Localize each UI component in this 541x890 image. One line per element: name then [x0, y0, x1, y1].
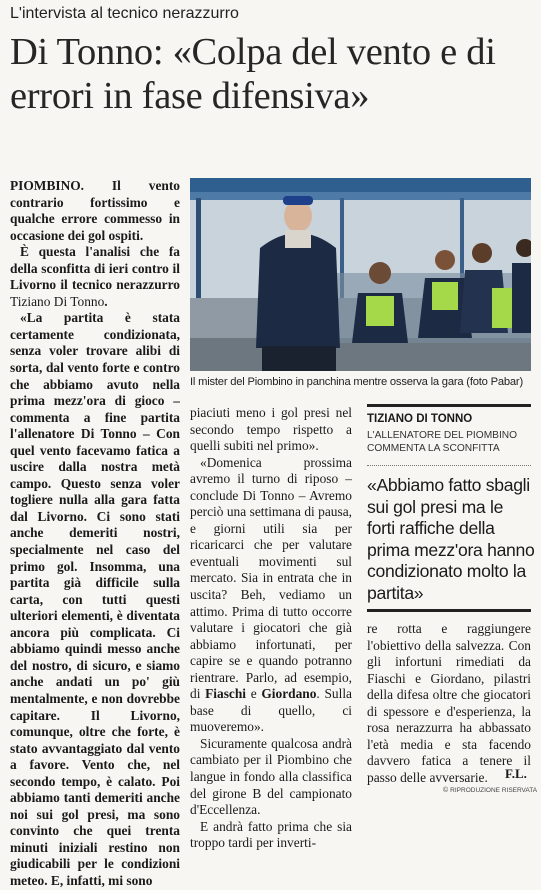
headline: Di Tonno: «Colpa del vento e di errori in fase difensiva» [10, 31, 496, 117]
body-column-1 [10, 178, 180, 890]
paragraph-text: E andrà fatto prima che sia troppo tardi per inverti- [190, 818, 352, 851]
author-signature: F.L. [505, 766, 527, 781]
paragraph-text: piaciuti meno i gol presi nel secondo tempo rispetto a quelli subiti nel primo». [190, 405, 352, 454]
photo-caption: Il mister del Piombino in panchina mentre osserva la gara (foto Pabar) [190, 376, 523, 388]
bold-text: Fiaschi [205, 686, 247, 702]
copyright-notice [443, 787, 537, 794]
bold-text: «La partita è stata certamente condizionata, senza voler trovare alibi di sorta, dal vento forte e contro che abbiamo avuto nella prima mezz'ora di gioco – commenta a fine partita l'allenatore Di Tonno – Con quel vento facevamo fatica a uscire dalla nostra metà campo. Questo senza voler togliere nulla alla gara fatta dal Livorno. Ci sono stati anche demeriti nostri, specialmente nel caso del primo gol. Insomma, una partita già difficile sulla carta, con tutti questi ulteriori elementi, è diventata ancora più complicata. Ci abbiamo quindi messo anche del nostro, di sicuro, e siamo anche andati un po' giù mentalmente, e non dovrebbe capitare. Il Livorno, comunque, oltre che forte, è stato avvantaggiato dal vento a favore. Vento che, nel secondo tempo, è calato. Poi abbiamo tanti demeriti anche noi sui gol presi, ma sono convinto che quei trenta minuti iniziali restino non giudicabili per le condizioni meteo. E, infatti, mi sono [10, 310, 180, 888]
pull-quote: «Abbiamo fatto sbagli sui gol presi ma le forti raffiche della prima mezz'ora hanno condizionato molto la partita» [367, 475, 535, 603]
paragraph [367, 621, 531, 786]
paragraph [190, 819, 352, 852]
article-photo [190, 178, 531, 371]
paragraph [190, 455, 352, 736]
paragraph-text: . Sulla base di quello, ci muoveremo». [190, 686, 352, 735]
quote-divider [367, 465, 531, 466]
kicker: L'intervista al tecnico nerazzurro [10, 5, 239, 22]
copyright-text: RIPRODUZIONE RISERVATA [450, 787, 538, 794]
bold-text: . [104, 293, 108, 309]
body-column-3 [367, 621, 531, 786]
quote-box-top-rule [367, 404, 531, 407]
body-column-2 [190, 405, 352, 852]
quote-speaker-name: TIZIANO DI TONNO [367, 413, 473, 425]
quote-box-bottom-rule [367, 609, 531, 612]
paragraph-text: «Domenica prossima avremo il turno di riposo – conclude Di Tonno – Avremo perciò una settimana di pausa, e giorni utili sia per ricaricarci che per valutare eventuali movimenti sul mercato. Sia in entrata che in uscita? Beh, vediamo un attimo. Prima di tutto occorre valutare i giocatori che già abbiamo infortunati, per capire se e quando potranno rientrare. Parlo, ad esempio, di [190, 454, 352, 702]
paragraph-text: Tiziano Di Tonno [10, 293, 105, 309]
paragraph [10, 244, 180, 310]
bold-text: PIOMBINO. [10, 178, 85, 193]
paragraph-text: re rotta e raggiungere l'obiettivo della salvezza. Con gli infortuni rimediati da Fiaschi e Giordano, pilastri della difesa oltre che giocatori di spessore e d'esperienza, la rosa nerazzurra ha abbassato l'età media e sta facendo davvero fatica a tenere il passo delle avversarie. [367, 621, 531, 785]
paragraph [10, 178, 180, 244]
paragraph-text: e [246, 686, 262, 702]
bold-text: È questa l'analisi che fa della sconfitta di ieri contro il Livorno il tecnico nerazzurro [10, 244, 180, 293]
bold-text: Il vento contrario fortissimo e qualche errore commesso in occasione dei gol ospiti. [10, 178, 180, 243]
paragraph [190, 405, 352, 455]
paragraph-text: Sicuramente qualcosa andrà cambiato per il Piombino che langue in fondo alla classifica del girone B del campionato d'Eccellenza. [190, 735, 352, 818]
quote-speaker-role: L'ALLENATORE DEL PIOMBINO COMMENTA LA SCONFITTA [367, 430, 518, 454]
copyright-icon: © [443, 787, 449, 794]
bold-text: Giordano [261, 686, 317, 702]
paragraph [10, 310, 180, 889]
paragraph [190, 736, 352, 819]
